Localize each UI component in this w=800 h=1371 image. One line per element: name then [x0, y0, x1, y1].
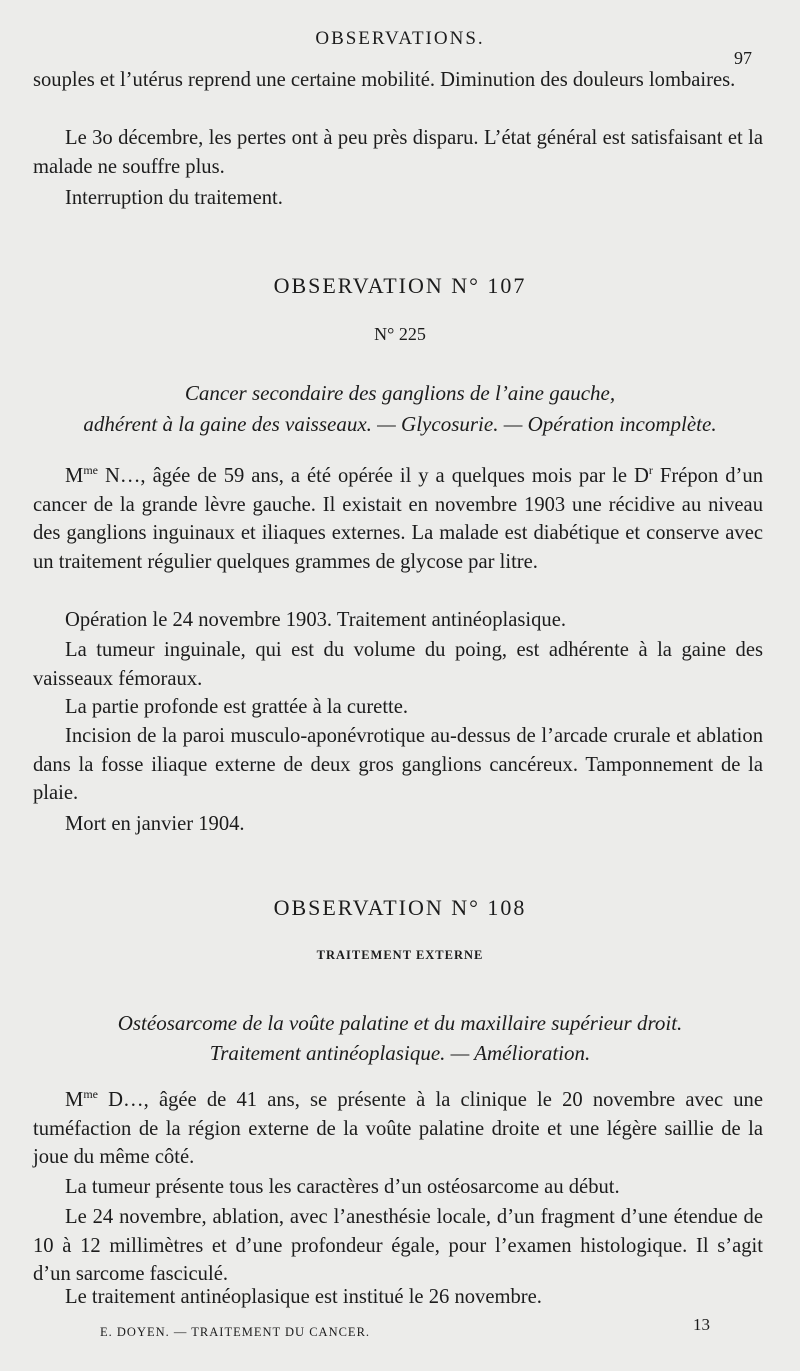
observation-108-section: TRAITEMENT EXTERNE [316, 948, 484, 962]
observation-107-paragraph-3: La tumeur inguinale, qui est du volume du poing, est adhérente à la gaine des vaisseaux fémoraux. [33, 639, 763, 690]
observation-108-paragraph-1 [33, 1086, 763, 1172]
text-fragment: M [65, 1089, 84, 1111]
observation-107-subtitle-1: Cancer secondaire des ganglions de l’aine gauche, [184, 381, 616, 405]
observation-107-paragraph-4: La partie profonde est grattée à la curette. [65, 696, 409, 718]
observation-107-paragraph-2: Opération le 24 novembre 1903. Traitement antinéoplasique. [65, 609, 567, 631]
observation-107-paragraph-6: Mort en janvier 1904. [65, 813, 245, 835]
observation-107-subtitle-2: adhérent à la gaine des vaisseaux. — Glycosurie. — Opération incomplète. [83, 412, 717, 436]
text-fragment: D…, âgée de 41 ans, se présente à la clinique le 20 novembre avec une tuméfaction de la région externe de la voûte palatine droite et une légère saillie de la joue du même côté. [33, 1089, 763, 1168]
paragraph-30-decembre: Le 3o décembre, les pertes ont à peu près disparu. L’état général est satisfaisant et la malade ne souffre plus. [33, 127, 763, 178]
observation-108-paragraph-2: La tumeur présente tous les caractères d’un ostéosarcome au début. [65, 1176, 620, 1198]
signature-mark: 13 [693, 1315, 710, 1334]
text-fragment: M [65, 465, 84, 487]
superscript: me [83, 463, 98, 478]
superscript: r [648, 463, 653, 478]
text-fragment: N…, âgée de 59 ans, a été opérée il y a quelques mois par le D [97, 465, 649, 487]
paragraph-continuation: souples et l’utérus reprend une certaine mobilité. Diminution des douleurs lombaires. [33, 69, 736, 91]
observation-108-paragraph-4: Le traitement antinéoplasique est institué le 26 novembre. [65, 1286, 542, 1308]
paragraph-interruption: Interruption du traitement. [65, 187, 283, 209]
observation-108-paragraph-3: Le 24 novembre, ablation, avec l’anesthésie locale, d’un fragment d’une étendue de 10 à 12 millimètres et d’une profondeur égale, pour l’examen histologique. Il s’agit d’un sarcome fasciculé. [33, 1206, 763, 1285]
observation-107-paragraph-1 [33, 462, 763, 576]
observation-107-paragraph-5: Incision de la paroi musculo-aponévrotique au-dessus de l’arcade crurale et ablation dans la fosse iliaque externe de deux gros ganglions cancéreux. Tamponnement de la plaie. [33, 725, 763, 804]
observation-108-subtitle-1: Ostéosarcome de la voûte palatine et du maxillaire supérieur droit. [117, 1011, 683, 1035]
observation-108-title: OBSERVATION N° 108 [273, 895, 527, 920]
observation-107-number: N° 225 [374, 324, 426, 344]
observation-107-title: OBSERVATION N° 107 [273, 273, 527, 298]
observation-108-subtitle-2: Traitement antinéoplasique. — Amélioration. [209, 1041, 591, 1065]
text-fragment: Frépon d’un cancer de la grande lèvre gauche. Il existait en novembre 1903 une récidive au niveau des ganglions inguinaux et iliaques externes. La malade est diabétique et conserve avec un traitement régulier quelques grammes de glycose par litre. [33, 465, 763, 573]
running-head: OBSERVATIONS. [315, 28, 485, 49]
superscript: me [83, 1087, 98, 1102]
page-number: 97 [734, 48, 752, 68]
footer-running-title: E. DOYEN. — TRAITEMENT DU CANCER. [100, 1325, 371, 1339]
